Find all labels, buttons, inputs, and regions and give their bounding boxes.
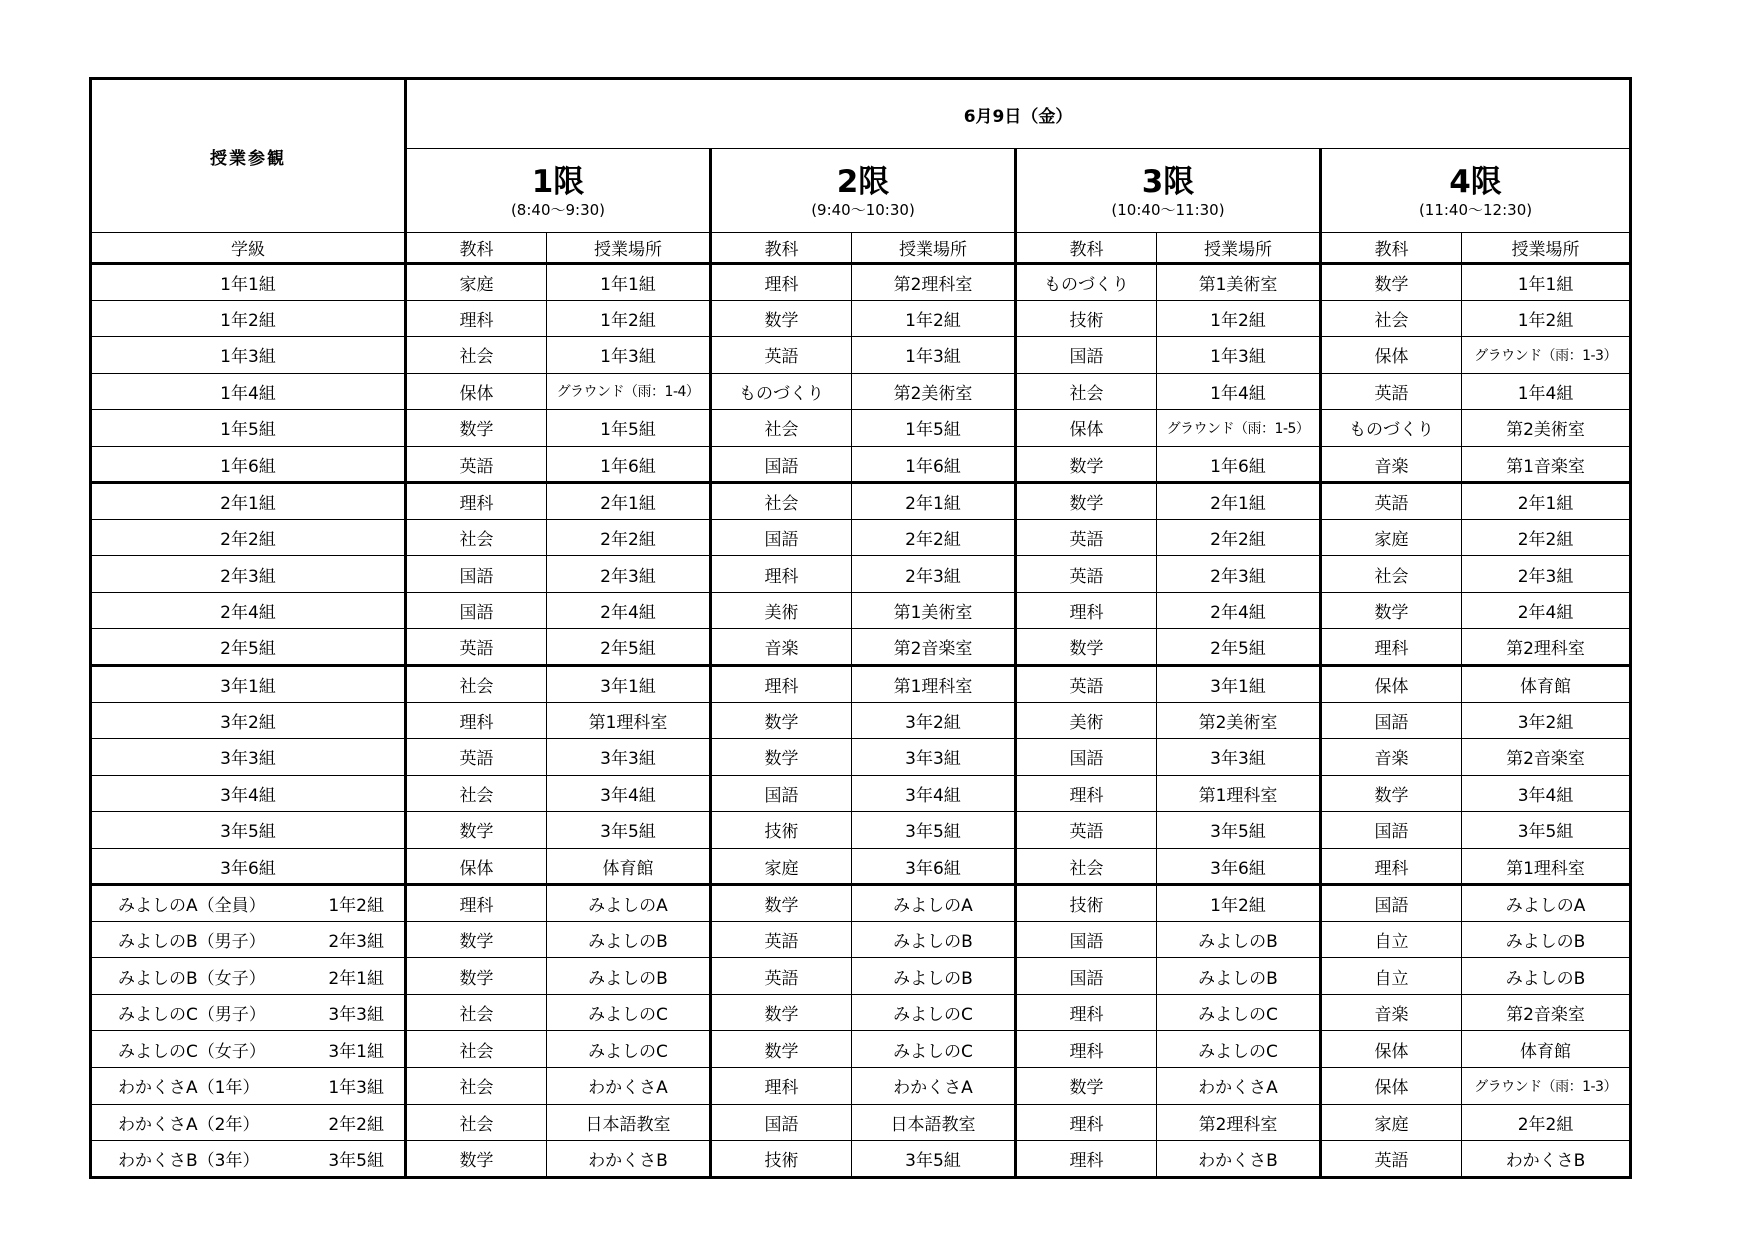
place-cell: 第2理科室 — [852, 264, 1016, 301]
subject-cell: 社会 — [406, 337, 547, 374]
subject-cell: 英語 — [1321, 1141, 1462, 1178]
class-cell — [91, 994, 406, 1031]
place-cell: 2年1組 — [1462, 483, 1631, 520]
subject-cell: 保体 — [1321, 666, 1462, 703]
place-cell: 1年2組 — [852, 300, 1016, 337]
place-cell: みよしのA — [852, 885, 1016, 922]
subject-cell: 国語 — [1321, 885, 1462, 922]
place-cell: わかくさA — [547, 1068, 711, 1105]
subject-cell: 音楽 — [1321, 994, 1462, 1031]
place-cell: 3年4組 — [1462, 775, 1631, 812]
subject-cell: 国語 — [1321, 812, 1462, 849]
home-class-name: 2年3組 — [328, 932, 384, 953]
subject-cell: 社会 — [1321, 300, 1462, 337]
place-cell: 1年5組 — [547, 410, 711, 447]
subject-cell: 国語 — [711, 775, 852, 812]
special-class-name: みよしのA（全員） — [118, 896, 266, 917]
subject-cell: 技術 — [711, 812, 852, 849]
place-cell: みよしのB — [547, 958, 711, 995]
table-row — [91, 775, 1631, 812]
subject-cell: 理科 — [406, 885, 547, 922]
subject-cell: 社会 — [406, 1068, 547, 1105]
table-body — [91, 264, 1631, 1178]
place-cell: 1年5組 — [852, 410, 1016, 447]
place-cell: 3年1組 — [1157, 666, 1321, 703]
place-cell: 1年6組 — [547, 446, 711, 483]
class-cell — [91, 1031, 406, 1068]
home-class-name: 1年3組 — [328, 1078, 384, 1099]
subject-cell: 英語 — [406, 446, 547, 483]
date-header: 6月9日（金） — [406, 79, 1631, 149]
class-column-header: 学級 — [91, 233, 406, 264]
subject-cell: 数学 — [406, 812, 547, 849]
place-cell: 第2音楽室 — [852, 629, 1016, 666]
page-title: 授業参観 — [91, 79, 406, 233]
class-cell: 3年2組 — [91, 702, 406, 739]
subject-cell: 英語 — [1016, 812, 1157, 849]
subject-cell: 理科 — [1016, 994, 1157, 1031]
subject-cell: 数学 — [711, 739, 852, 776]
place-cell: みよしのC — [547, 994, 711, 1031]
table-row — [91, 739, 1631, 776]
place-cell: 3年2組 — [852, 702, 1016, 739]
place-cell: みよしのC — [1157, 994, 1321, 1031]
class-cell: 2年2組 — [91, 519, 406, 556]
class-cell — [91, 1068, 406, 1105]
subject-cell: 保体 — [1321, 337, 1462, 374]
class-cell: 2年3組 — [91, 556, 406, 593]
place-cell: みよしのB — [1462, 958, 1631, 995]
subject-cell: 国語 — [1016, 739, 1157, 776]
place-cell: 第2理科室 — [1462, 629, 1631, 666]
home-class-name: 2年1組 — [328, 968, 384, 989]
subject-cell: 英語 — [1016, 519, 1157, 556]
place-cell: みよしのB — [1462, 921, 1631, 958]
place-cell: 3年3組 — [852, 739, 1016, 776]
place-cell: 第2理科室 — [1157, 1104, 1321, 1141]
class-cell: 3年1組 — [91, 666, 406, 703]
home-class-name: 3年1組 — [328, 1041, 384, 1062]
special-class-name: みよしのB（女子） — [118, 968, 266, 989]
place-cell: 2年4組 — [547, 592, 711, 629]
subject-cell: 数学 — [711, 885, 852, 922]
place-cell: 2年1組 — [852, 483, 1016, 520]
place-column-header: 授業場所 — [1157, 233, 1321, 264]
class-cell: 1年6組 — [91, 446, 406, 483]
place-cell: 2年4組 — [1462, 592, 1631, 629]
subject-cell: 美術 — [1016, 702, 1157, 739]
place-cell: 2年2組 — [852, 519, 1016, 556]
class-cell — [91, 1104, 406, 1141]
subject-cell: 自立 — [1321, 921, 1462, 958]
subject-cell: 理科 — [711, 666, 852, 703]
place-cell: みよしのC — [852, 1031, 1016, 1068]
place-cell: グラウンド（雨：1-3） — [1462, 1068, 1631, 1105]
class-cell: 1年4組 — [91, 373, 406, 410]
subject-cell: 数学 — [1016, 446, 1157, 483]
subject-column-header: 教科 — [1321, 233, 1462, 264]
column-header-row — [91, 233, 1631, 264]
subject-cell: 家庭 — [1321, 519, 1462, 556]
class-cell: 3年3組 — [91, 739, 406, 776]
place-cell: 2年1組 — [547, 483, 711, 520]
place-cell: 2年2組 — [1462, 1104, 1631, 1141]
subject-cell: 保体 — [1016, 410, 1157, 447]
subject-cell: ものづくり — [1016, 264, 1157, 301]
subject-cell: 国語 — [1016, 337, 1157, 374]
place-cell: わかくさB — [547, 1141, 711, 1178]
special-class-name: みよしのC（女子） — [118, 1041, 266, 1062]
class-cell — [91, 958, 406, 995]
special-class-name: みよしのB（男子） — [118, 932, 266, 953]
subject-cell: ものづくり — [711, 373, 852, 410]
place-cell: 2年2組 — [547, 519, 711, 556]
subject-cell: 数学 — [711, 994, 852, 1031]
subject-cell: 英語 — [711, 958, 852, 995]
place-cell: 3年4組 — [852, 775, 1016, 812]
place-cell: わかくさA — [852, 1068, 1016, 1105]
subject-cell: 家庭 — [711, 848, 852, 885]
period-3-header: 3限 (10:40～11:30) — [1016, 149, 1321, 233]
place-cell: 第2美術室 — [852, 373, 1016, 410]
place-cell: 1年6組 — [852, 446, 1016, 483]
class-cell: 1年1組 — [91, 264, 406, 301]
class-cell: 1年2組 — [91, 300, 406, 337]
subject-cell: 理科 — [711, 1068, 852, 1105]
table-row — [91, 848, 1631, 885]
place-cell: みよしのB — [1157, 958, 1321, 995]
place-cell: 3年2組 — [1462, 702, 1631, 739]
subject-cell: 自立 — [1321, 958, 1462, 995]
place-cell: 体育館 — [1462, 666, 1631, 703]
subject-cell: 美術 — [711, 592, 852, 629]
subject-cell: 国語 — [406, 592, 547, 629]
place-cell: 第1理科室 — [1462, 848, 1631, 885]
table-row — [91, 921, 1631, 958]
class-cell-content — [92, 964, 404, 989]
table-row — [91, 483, 1631, 520]
subject-cell: 保体 — [406, 373, 547, 410]
place-cell: 3年5組 — [852, 1141, 1016, 1178]
place-cell: グラウンド（雨：1-4） — [547, 373, 711, 410]
class-cell-content — [92, 1110, 404, 1135]
table-row — [91, 958, 1631, 995]
place-cell: 1年3組 — [1157, 337, 1321, 374]
place-cell: グラウンド（雨：1-5） — [1157, 410, 1321, 447]
subject-cell: 数学 — [711, 300, 852, 337]
class-cell-content — [92, 891, 404, 916]
place-cell: 2年5組 — [1157, 629, 1321, 666]
place-cell: みよしのA — [1462, 885, 1631, 922]
place-cell: みよしのB — [1157, 921, 1321, 958]
place-cell: 3年6組 — [852, 848, 1016, 885]
place-cell: 1年6組 — [1157, 446, 1321, 483]
table-row — [91, 1031, 1631, 1068]
table-row — [91, 666, 1631, 703]
place-cell: 第2美術室 — [1157, 702, 1321, 739]
special-class-name: みよしのC（男子） — [118, 1005, 266, 1026]
subject-cell: 理科 — [1321, 848, 1462, 885]
place-cell: 体育館 — [1462, 1031, 1631, 1068]
class-cell: 3年5組 — [91, 812, 406, 849]
subject-column-header: 教科 — [1016, 233, 1157, 264]
subject-cell: 社会 — [1016, 373, 1157, 410]
subject-cell: 国語 — [711, 446, 852, 483]
place-cell: 1年3組 — [547, 337, 711, 374]
class-cell-content — [92, 1037, 404, 1062]
subject-cell: 数学 — [711, 702, 852, 739]
subject-column-header: 教科 — [711, 233, 852, 264]
subject-cell: 英語 — [1321, 483, 1462, 520]
place-cell: 2年3組 — [852, 556, 1016, 593]
subject-cell: 英語 — [406, 629, 547, 666]
subject-column-header: 教科 — [406, 233, 547, 264]
table-row — [91, 1068, 1631, 1105]
place-cell: みよしのC — [1157, 1031, 1321, 1068]
place-cell: 第1理科室 — [547, 702, 711, 739]
special-class-name: わかくさA（2年） — [118, 1114, 260, 1135]
subject-cell: 国語 — [1016, 921, 1157, 958]
period-2-header: 2限 (9:40～10:30) — [711, 149, 1016, 233]
place-cell: 3年5組 — [852, 812, 1016, 849]
table-row — [91, 885, 1631, 922]
subject-cell: 技術 — [711, 1141, 852, 1178]
place-cell: 1年2組 — [1157, 885, 1321, 922]
place-cell: わかくさB — [1462, 1141, 1631, 1178]
table-row — [91, 994, 1631, 1031]
home-class-name: 3年3組 — [328, 1005, 384, 1026]
subject-cell: 数学 — [1321, 264, 1462, 301]
subject-cell: 保体 — [406, 848, 547, 885]
subject-cell: 理科 — [1321, 629, 1462, 666]
place-column-header: 授業場所 — [1462, 233, 1631, 264]
subject-cell: 数学 — [1016, 1068, 1157, 1105]
place-cell: 第1理科室 — [1157, 775, 1321, 812]
subject-cell: 理科 — [406, 702, 547, 739]
place-cell: 2年1組 — [1157, 483, 1321, 520]
place-cell: 2年3組 — [1462, 556, 1631, 593]
place-cell: 1年1組 — [1462, 264, 1631, 301]
place-cell: 第1理科室 — [852, 666, 1016, 703]
subject-cell: 保体 — [1321, 1068, 1462, 1105]
place-cell: 3年5組 — [547, 812, 711, 849]
subject-cell: 数学 — [1016, 629, 1157, 666]
subject-cell: 社会 — [406, 666, 547, 703]
schedule-table — [89, 77, 1632, 1179]
place-cell: みよしのB — [852, 958, 1016, 995]
place-cell: 体育館 — [547, 848, 711, 885]
class-cell: 3年4組 — [91, 775, 406, 812]
place-cell: 3年5組 — [1462, 812, 1631, 849]
place-cell: 3年3組 — [547, 739, 711, 776]
table-row — [91, 812, 1631, 849]
place-cell: 日本語教室 — [852, 1104, 1016, 1141]
table-row — [91, 1141, 1631, 1178]
subject-cell: 英語 — [406, 739, 547, 776]
place-cell: 2年4組 — [1157, 592, 1321, 629]
place-cell: みよしのB — [852, 921, 1016, 958]
subject-cell: 国語 — [711, 519, 852, 556]
subject-cell: 家庭 — [406, 264, 547, 301]
special-class-name: わかくさA（1年） — [118, 1078, 260, 1099]
table-row — [91, 446, 1631, 483]
subject-cell: 数学 — [406, 410, 547, 447]
place-cell: 1年2組 — [1462, 300, 1631, 337]
subject-cell: 理科 — [406, 300, 547, 337]
table-row — [91, 337, 1631, 374]
subject-cell: ものづくり — [1321, 410, 1462, 447]
place-cell: 第1美術室 — [1157, 264, 1321, 301]
subject-cell: 理科 — [406, 483, 547, 520]
place-cell: 第2音楽室 — [1462, 739, 1631, 776]
table-row — [91, 1104, 1631, 1141]
subject-cell: 数学 — [1321, 592, 1462, 629]
place-column-header: 授業場所 — [547, 233, 711, 264]
place-cell: 2年3組 — [547, 556, 711, 593]
subject-cell: 理科 — [1016, 1104, 1157, 1141]
place-cell: 1年4組 — [1462, 373, 1631, 410]
subject-cell: 社会 — [1321, 556, 1462, 593]
class-cell-content — [92, 1146, 404, 1171]
place-cell: わかくさB — [1157, 1141, 1321, 1178]
place-cell: 1年3組 — [852, 337, 1016, 374]
home-class-name: 2年2組 — [328, 1114, 384, 1135]
table-row — [91, 373, 1631, 410]
table-row — [91, 264, 1631, 301]
class-cell — [91, 921, 406, 958]
place-cell: みよしのC — [852, 994, 1016, 1031]
table-row — [91, 300, 1631, 337]
place-cell: 2年5組 — [547, 629, 711, 666]
subject-cell: 理科 — [1016, 775, 1157, 812]
class-cell-content — [92, 927, 404, 952]
place-cell: 1年2組 — [547, 300, 711, 337]
subject-cell: 数学 — [406, 921, 547, 958]
place-cell: 3年1組 — [547, 666, 711, 703]
class-cell — [91, 885, 406, 922]
place-cell: 1年2組 — [1157, 300, 1321, 337]
subject-cell: 理科 — [1016, 1141, 1157, 1178]
subject-cell: 家庭 — [1321, 1104, 1462, 1141]
subject-cell: 英語 — [711, 921, 852, 958]
subject-cell: 英語 — [1016, 556, 1157, 593]
table-row — [91, 556, 1631, 593]
place-cell: 1年1組 — [547, 264, 711, 301]
table-row — [91, 410, 1631, 447]
subject-cell: 理科 — [711, 556, 852, 593]
place-cell: グラウンド（雨：1-3） — [1462, 337, 1631, 374]
subject-cell: 技術 — [1016, 300, 1157, 337]
place-cell: 2年3組 — [1157, 556, 1321, 593]
subject-cell: 英語 — [1016, 666, 1157, 703]
subject-cell: 音楽 — [1321, 446, 1462, 483]
place-cell: わかくさA — [1157, 1068, 1321, 1105]
table-row — [91, 702, 1631, 739]
place-cell: 3年3組 — [1157, 739, 1321, 776]
place-cell: 第1音楽室 — [1462, 446, 1631, 483]
subject-cell: 社会 — [1016, 848, 1157, 885]
class-cell: 3年6組 — [91, 848, 406, 885]
place-cell: 第2美術室 — [1462, 410, 1631, 447]
class-cell: 2年5組 — [91, 629, 406, 666]
subject-cell: 理科 — [1016, 592, 1157, 629]
subject-cell: 数学 — [1321, 775, 1462, 812]
subject-cell: 音楽 — [1321, 739, 1462, 776]
subject-cell: 社会 — [711, 483, 852, 520]
subject-cell: 理科 — [1016, 1031, 1157, 1068]
place-cell: 第2音楽室 — [1462, 994, 1631, 1031]
subject-cell: 国語 — [406, 556, 547, 593]
place-column-header: 授業場所 — [852, 233, 1016, 264]
subject-cell: 社会 — [406, 519, 547, 556]
subject-cell: 数学 — [711, 1031, 852, 1068]
place-cell: 3年6組 — [1157, 848, 1321, 885]
home-class-name: 3年5組 — [328, 1151, 384, 1172]
subject-cell: 社会 — [406, 1031, 547, 1068]
special-class-name: わかくさB（3年） — [118, 1151, 260, 1172]
table-row — [91, 519, 1631, 556]
table-row — [91, 592, 1631, 629]
subject-cell: 英語 — [711, 337, 852, 374]
subject-cell: 数学 — [406, 958, 547, 995]
place-cell: みよしのC — [547, 1031, 711, 1068]
subject-cell: 保体 — [1321, 1031, 1462, 1068]
table-header — [91, 79, 1631, 264]
subject-cell: 国語 — [1321, 702, 1462, 739]
period-1-header: 1限 (8:40～9:30) — [406, 149, 711, 233]
class-cell-content — [92, 1000, 404, 1025]
class-cell: 2年4組 — [91, 592, 406, 629]
subject-cell: 技術 — [1016, 885, 1157, 922]
class-cell: 2年1組 — [91, 483, 406, 520]
place-cell: みよしのB — [547, 921, 711, 958]
subject-cell: 国語 — [711, 1104, 852, 1141]
subject-cell: 数学 — [406, 1141, 547, 1178]
class-cell: 1年3組 — [91, 337, 406, 374]
subject-cell: 国語 — [1016, 958, 1157, 995]
place-cell: 3年4組 — [547, 775, 711, 812]
place-cell: 2年2組 — [1157, 519, 1321, 556]
subject-cell: 理科 — [711, 264, 852, 301]
place-cell: 第1美術室 — [852, 592, 1016, 629]
place-cell: 3年5組 — [1157, 812, 1321, 849]
class-cell-content — [92, 1073, 404, 1098]
home-class-name: 1年2組 — [328, 896, 384, 917]
subject-cell: 音楽 — [711, 629, 852, 666]
subject-cell: 英語 — [1321, 373, 1462, 410]
place-cell: 日本語教室 — [547, 1104, 711, 1141]
subject-cell: 社会 — [406, 775, 547, 812]
subject-cell: 社会 — [406, 994, 547, 1031]
subject-cell: 社会 — [711, 410, 852, 447]
subject-cell: 社会 — [406, 1104, 547, 1141]
class-cell: 1年5組 — [91, 410, 406, 447]
place-cell: みよしのA — [547, 885, 711, 922]
subject-cell: 数学 — [1016, 483, 1157, 520]
period-4-header: 4限 (11:40～12:30) — [1321, 149, 1631, 233]
table-row — [91, 629, 1631, 666]
class-cell — [91, 1141, 406, 1178]
place-cell: 1年4組 — [1157, 373, 1321, 410]
place-cell: 2年2組 — [1462, 519, 1631, 556]
